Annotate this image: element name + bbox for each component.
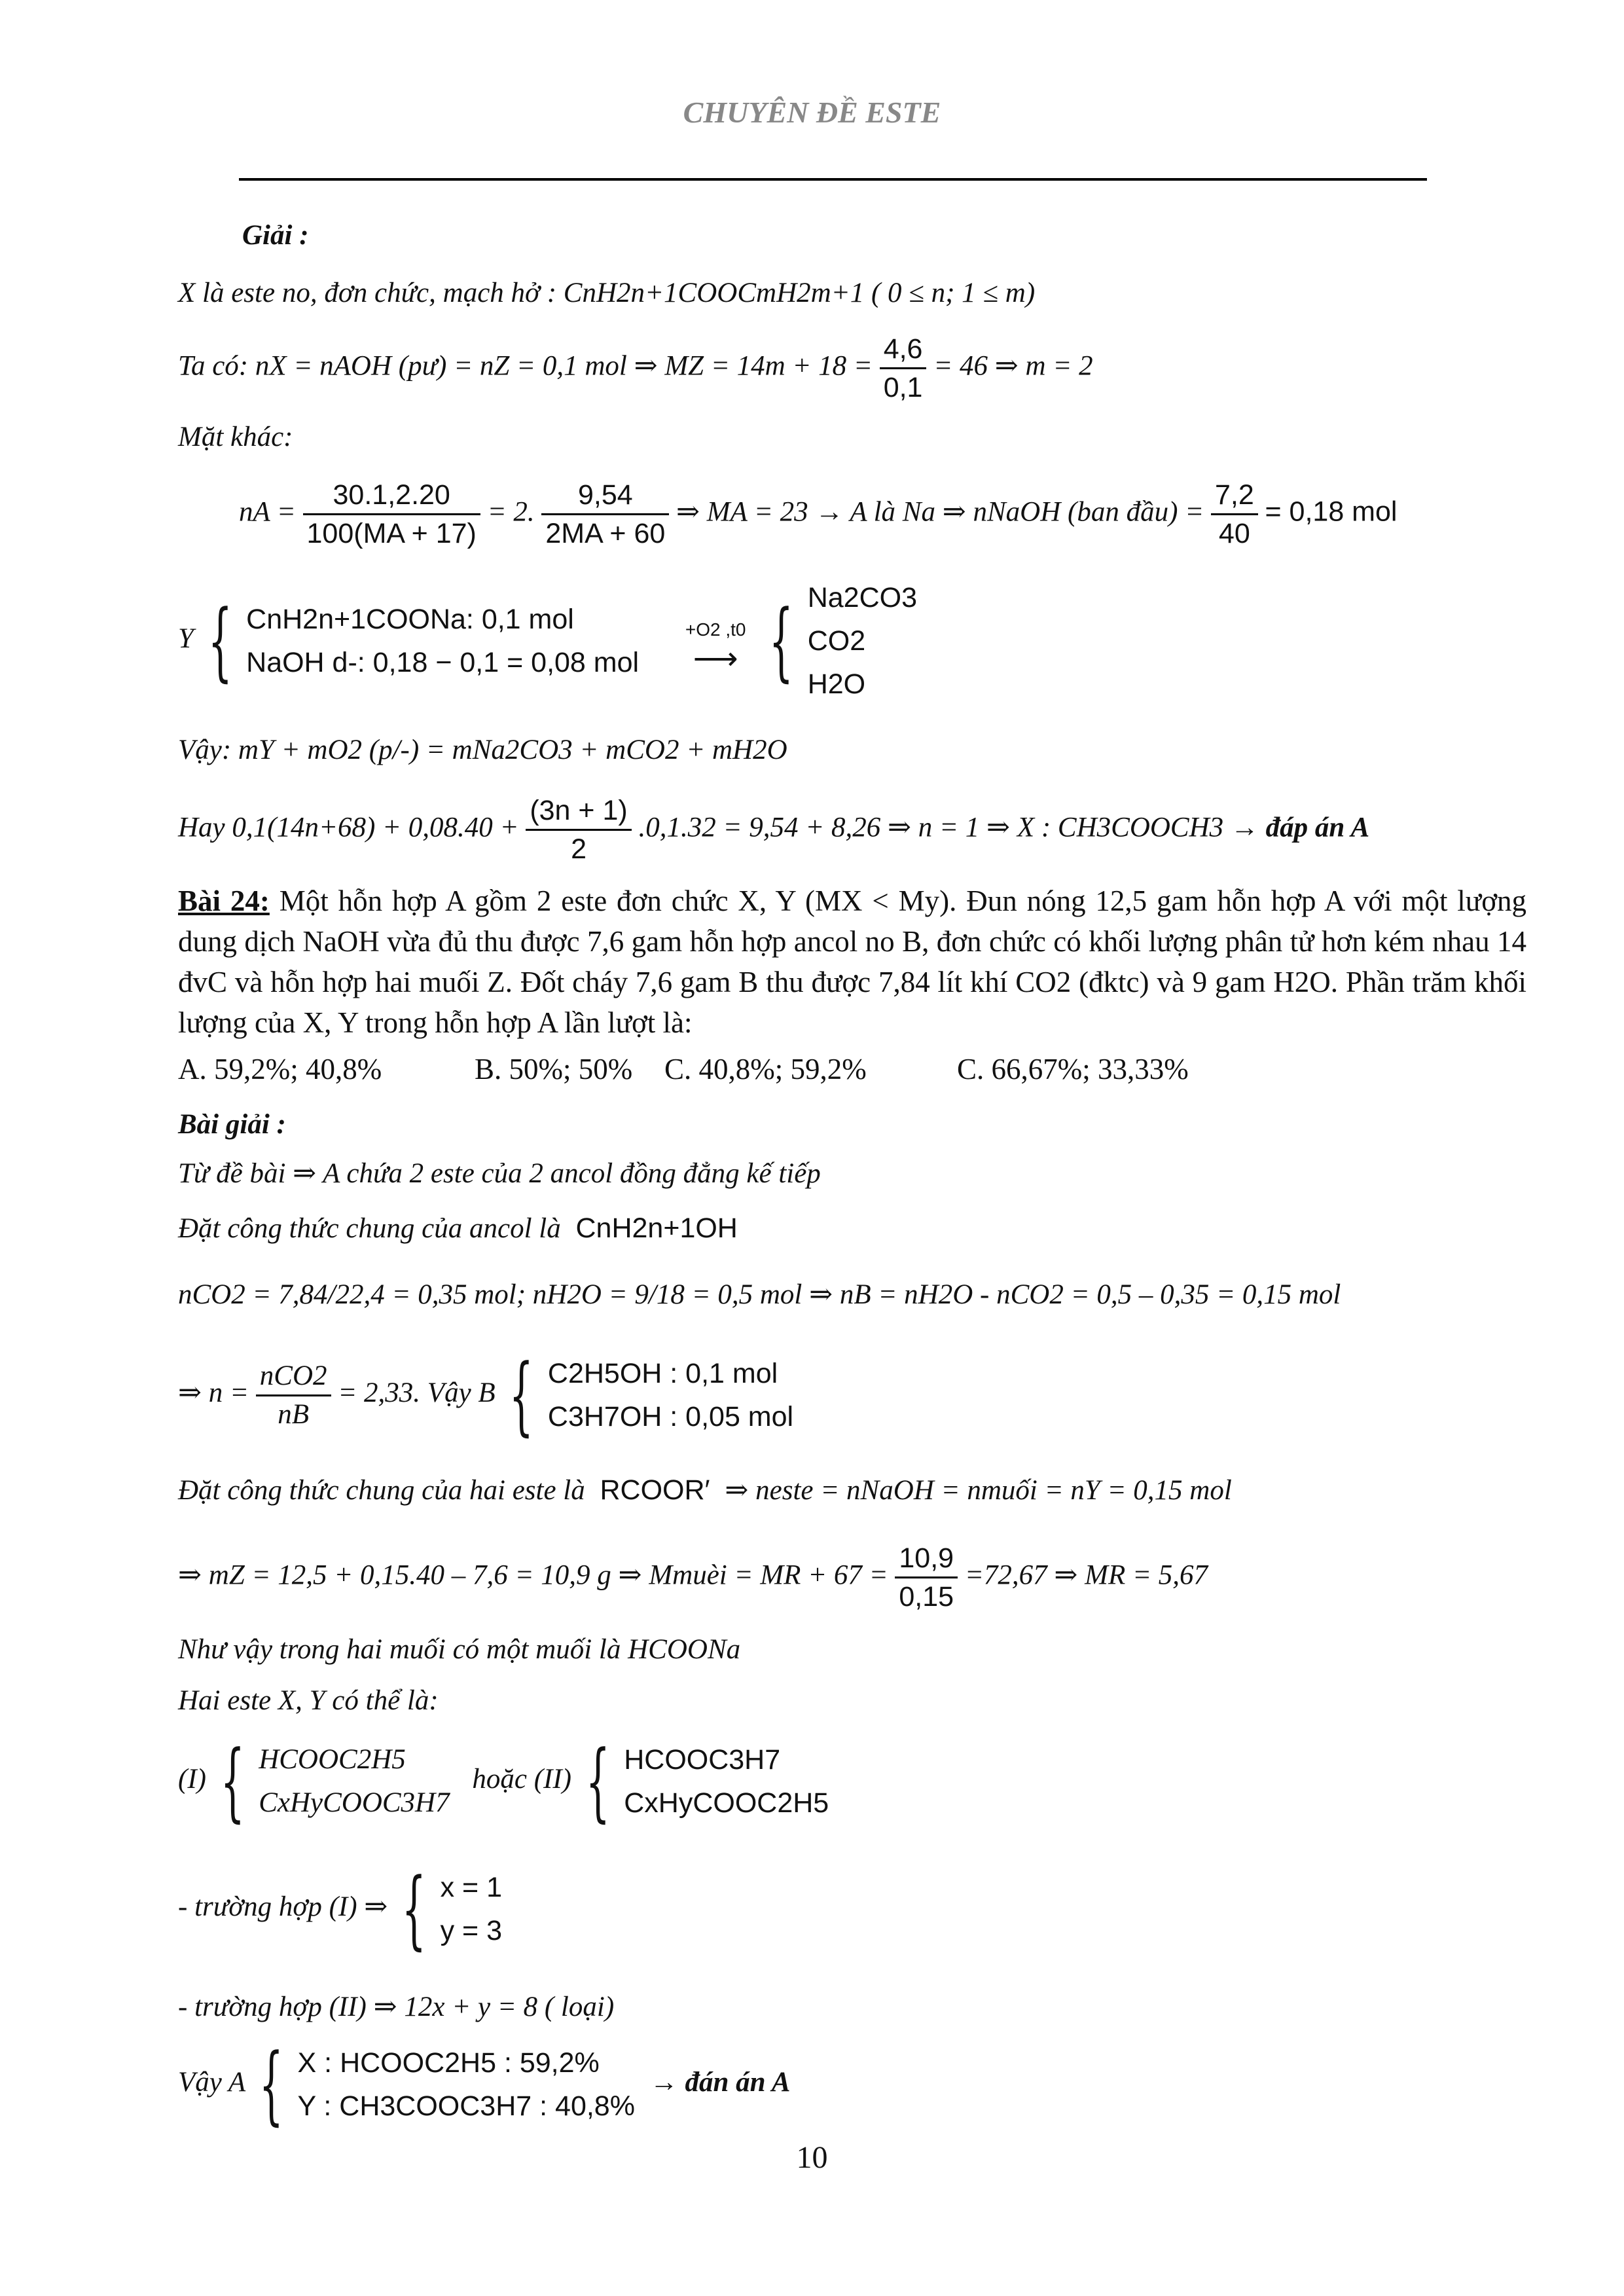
fraction-num: 9,54	[541, 477, 669, 515]
fraction-num: 10,9	[895, 1540, 958, 1578]
y-value: y = 3	[440, 1915, 502, 1946]
line2-text-a: Ta có: nX = nAOH (pư) = nZ = 0,1 mol ⇒ MZ = 14m + 18 =	[178, 350, 873, 382]
fraction-mz	[880, 331, 927, 406]
final-answer	[178, 2035, 791, 2134]
line4-text-a: nA =	[239, 496, 296, 528]
answer-label: → đán án A	[649, 2066, 791, 2098]
line-text-a: ⇒ mZ = 12,5 + 0,15.40 – 7,6 = 10,9 g ⇒ Mmuèi = MR + 67 =	[178, 1559, 888, 1591]
line-text: Đặt công thức chung của ancol là	[178, 1213, 561, 1244]
line2-text-b: = 46 ⇒ m = 2	[933, 350, 1093, 382]
solution24-line-2	[178, 1210, 738, 1247]
fraction-num: 30.1,2.20	[303, 477, 480, 515]
solution24-line-7: Như vậy trong hai muối có một muối là HCOONa	[178, 1634, 741, 1665]
solution-line-2	[178, 331, 1093, 406]
solution24-heading: Bài giải :	[178, 1109, 286, 1140]
fraction-3n	[526, 792, 631, 867]
arrow-condition: +O2 ,t0	[685, 619, 746, 640]
case-2-rows	[624, 1738, 829, 1825]
option-a: A. 59,2%; 40,8%	[178, 1053, 382, 1085]
solution-heading: Giải :	[242, 220, 309, 251]
solution-line-6	[178, 792, 1369, 867]
fraction-n-bar	[256, 1358, 331, 1433]
header-rule	[239, 178, 1427, 181]
y-rows	[246, 598, 639, 684]
y-system	[178, 576, 917, 706]
line4-text-d: = 0,18 mol	[1265, 496, 1398, 528]
final-composition	[298, 2041, 635, 2128]
solution-line-1: X là este no, đơn chức, mạch hở : CnH2n+1COOCmH2m+1 ( 0 ≤ n; 1 ≤ m)	[178, 278, 1036, 308]
option-c: C. 40,8%; 59,2%	[664, 1053, 867, 1085]
ester-cases	[178, 1732, 829, 1831]
product-3: H2O	[807, 668, 866, 700]
solution24-line-6	[178, 1540, 1208, 1615]
product-2: CO2	[807, 625, 866, 657]
solution-line-3: Mặt khác:	[178, 422, 293, 452]
fraction-na-2	[541, 477, 669, 552]
line4-text-b: = 2.	[487, 496, 535, 528]
line-text-b: = 2,33. Vậy B	[338, 1377, 496, 1408]
case-1-rows	[259, 1738, 449, 1825]
solution24-line-3: nCO2 = 7,84/22,4 = 0,35 mol; nH2O = 9/18 = 0,5 mol ⇒ nB = nH2O - nCO2 = 0,5 – 0,35 = 0,15 mol	[178, 1279, 1341, 1310]
option-b: B. 50%; 50%	[475, 1053, 633, 1085]
fraction-naoh	[1211, 477, 1258, 552]
reaction-arrow	[685, 611, 746, 676]
problem-label: Bài 24:	[178, 884, 270, 917]
case-label-1: (I)	[178, 1763, 206, 1795]
left-brace: {	[768, 591, 794, 691]
fraction-salt	[895, 1540, 958, 1615]
y-products	[808, 576, 917, 706]
left-brace: {	[401, 1859, 427, 1959]
case-i-result	[178, 1859, 502, 1959]
fraction-na-1	[303, 477, 480, 552]
x-composition: X : HCOOC2H5 : 59,2%	[297, 2047, 600, 2079]
case-2-row-1: HCOOC3H7	[624, 1744, 781, 1776]
fraction-den: 0,15	[899, 1581, 954, 1613]
left-brace: {	[585, 1732, 610, 1831]
y-composition: Y : CH3COOC3H7 : 40,8%	[297, 2090, 635, 2122]
line-text-a: ⇒ n =	[178, 1377, 249, 1408]
xy-values	[441, 1866, 502, 1952]
fraction-num: (3n + 1)	[526, 792, 631, 831]
solution24-line-4	[178, 1345, 794, 1445]
alcohol-row-2: C3H7OH : 0,05 mol	[547, 1401, 794, 1432]
ester-formula: RCOOR′	[600, 1474, 710, 1506]
line-text-b: ⇒ neste = nNaOH = nmuối = nY = 0,15 mol	[725, 1475, 1232, 1506]
solution24-line-1: Từ đề bài ⇒ A chứa 2 este của 2 ancol đồng đẳng kế tiếp	[178, 1158, 821, 1189]
running-header: CHUYÊN ĐỀ ESTE	[683, 96, 941, 129]
arrow-icon: ⟶	[693, 642, 738, 676]
left-brace: {	[220, 1732, 245, 1831]
solution24-line-5	[178, 1472, 1232, 1509]
solution24-line-8: Hai este X, Y có thể là:	[178, 1685, 439, 1716]
problem-24	[178, 881, 1526, 1043]
case-1-row-1: HCOOC2H5	[259, 1744, 406, 1775]
line-text: - trường hợp (I) ⇒	[178, 1891, 388, 1922]
answer-label: đáp án A	[1265, 812, 1370, 843]
y-row-1: CnH2n+1COONa: 0,1 mol	[246, 604, 574, 635]
fraction-den: nB	[278, 1398, 310, 1430]
product-1: Na2CO3	[807, 582, 917, 613]
alcohol-rows	[548, 1352, 793, 1438]
page-number: 10	[796, 2140, 828, 2175]
fraction-den: 100(MA + 17)	[306, 518, 477, 549]
line-text-b: =72,67 ⇒ MR = 5,67	[964, 1559, 1208, 1591]
case-2-row-2: CxHyCOOC2H5	[624, 1787, 829, 1819]
line4-text-c: ⇒ MA = 23 → A là Na ⇒ nNaOH (ban đầu) =	[676, 496, 1204, 528]
left-brace: {	[259, 2035, 284, 2134]
y-label: Y	[178, 623, 194, 654]
case-label-2: hoặc (II)	[472, 1763, 571, 1795]
fraction-den: 2MA + 60	[545, 518, 666, 549]
case-1-row-2: CxHyCOOC3H7	[259, 1787, 450, 1818]
solution-line-5: Vậy: mY + mO2 (p/-) = mNa2CO3 + mCO2 + mH2O	[178, 735, 787, 765]
line-text: Vậy A	[178, 2066, 245, 2098]
option-d: C. 66,67%; 33,33%	[957, 1053, 1189, 1085]
alcohol-formula: CnH2n+1OH	[575, 1212, 738, 1244]
fraction-den: 0,1	[883, 372, 923, 403]
x-value: x = 1	[440, 1872, 502, 1903]
solution-line-4	[239, 477, 1397, 552]
line-text-a: Đặt công thức chung của hai este là	[178, 1475, 585, 1506]
line6-text-b: .0,1.32 = 9,54 + 8,26 ⇒ n = 1 ⇒ X : CH3COOCH3 →	[638, 812, 1259, 843]
alcohol-row-1: C2H5OH : 0,1 mol	[547, 1358, 778, 1389]
fraction-num: nCO2	[256, 1358, 331, 1396]
line6-text-a: Hay 0,1(14n+68) + 0,08.40 +	[178, 812, 519, 843]
case-ii-result: - trường hợp (II) ⇒ 12x + y = 8 ( loại)	[178, 1992, 615, 2022]
y-row-2: NaOH d-: 0,18 − 0,1 = 0,08 mol	[246, 647, 640, 678]
fraction-den: 2	[571, 833, 586, 865]
fraction-den: 40	[1218, 518, 1250, 549]
problem-text: Một hỗn hợp A gồm 2 este đơn chức X, Y (MX < My). Đun nóng 12,5 gam hỗn hợp A với một lượng dung dịch NaOH vừa đủ thu được 7,6 gam hỗn hợp ancol no B, đơn chức có khối lượng phân tử hơn kém nhau 14 đvC và hỗn hợp hai muối Z. Đốt cháy 7,6 gam B thu được 7,84 lít khí CO2 (đktc) và 9 gam H2O. Phần trăm khối lượng của X, Y trong hỗn hợp A lần lượt là:	[178, 884, 1526, 1039]
fraction-num: 7,2	[1211, 477, 1258, 515]
left-brace: {	[509, 1345, 534, 1445]
fraction-num: 4,6	[880, 331, 927, 369]
left-brace: {	[208, 591, 232, 691]
